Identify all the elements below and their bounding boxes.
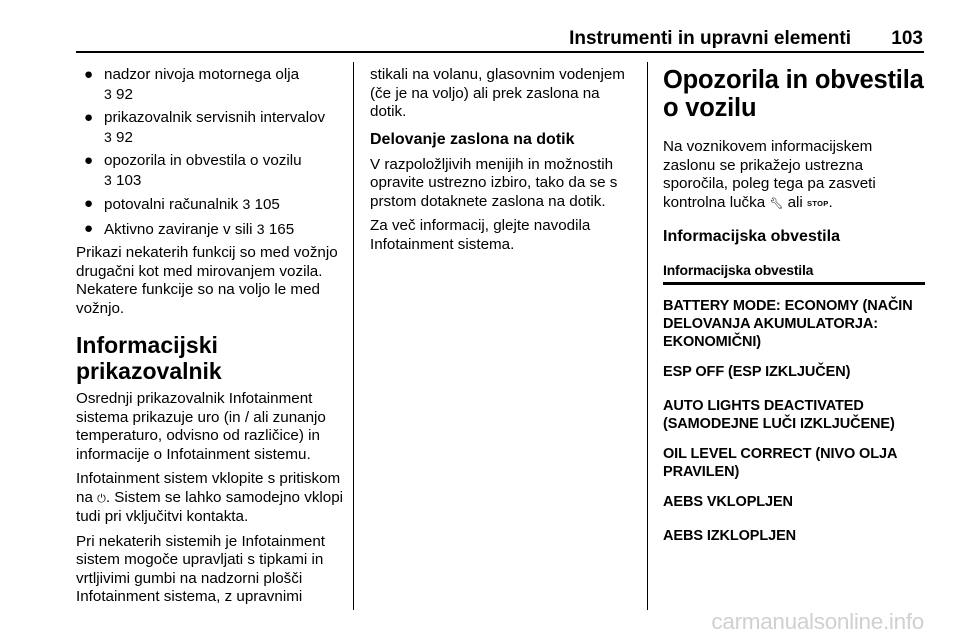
paragraph: Na voznikovem informacijskem zaslonu se prikažejo ustrezna sporočila, poleg tega pa zasveti kontrolna lučka 🔧︎ ali STOP. [663, 138, 925, 213]
bullet-icon: ● [84, 195, 94, 212]
paragraph: Za več informacij, glejte navodila Infotainment sistema. [370, 217, 591, 253]
feature-list [76, 66, 346, 239]
page-ref[interactable]: 92 [116, 85, 133, 103]
wrench-icon: 🔧︎ [769, 197, 784, 210]
list-item: ● nadzor nivoja motornega olja 3 92 [84, 66, 300, 103]
message-item: AEBS IZKLOPLJEN [663, 527, 797, 544]
section-heading: Delovanje zaslona na dotik [370, 130, 575, 148]
watermark: carmanualsonline.info [711, 609, 924, 634]
column-1 [76, 66, 346, 613]
message-item: AEBS VKLOPLJEN [663, 493, 793, 510]
list-item: ● opozorila in obvestila o vozilu 3 103 [84, 152, 302, 189]
page-ref[interactable]: 105 [254, 196, 280, 213]
paragraph: Prikazi nekaterih funkcij so med vožnjo drugačni kot med mirovanjem vozila. Nekatere funkcije so na voljo le med vožnjo. [76, 244, 338, 317]
list-item: ● potovalni računalnik 3 105 [84, 195, 280, 213]
section-heading: Opozorila in obvestila o vozilu [663, 66, 924, 122]
column-3 [663, 66, 925, 545]
bullet-icon: ● [84, 66, 94, 83]
message-item: OIL LEVEL CORRECT (NIVO OLJA PRAVILEN) [663, 445, 897, 480]
page-header [0, 28, 923, 50]
column-divider-2 [647, 62, 648, 610]
paragraph: Infotainment sistem vklopite s pritiskom na ⏻. Sistem se lahko samodejno vklopi tudi pri vključitvi kontakta. [76, 470, 344, 525]
header-title: Instrumenti in upravni elementi [569, 28, 851, 49]
column-divider-1 [353, 62, 354, 610]
bullet-icon: ● [84, 152, 94, 169]
stop-icon: STOP [807, 198, 829, 208]
page-ref[interactable]: 165 [268, 220, 295, 238]
message-item: AUTO LIGHTS DEACTIVATED (SAMODEJNE LUČI IZKLJUČENE) [663, 397, 895, 432]
message-item: ESP OFF (ESP IZKLJUČEN) [663, 363, 851, 380]
page-ref[interactable]: 103 [116, 171, 142, 189]
paragraph: Osrednji prikazovalnik Infotainment sistema prikazuje uro (in / ali zunanjo temperaturo, odvisno od različice) in informacije o Infotainment sistemu. [76, 390, 326, 463]
section-heading: Informacijska obvestila [663, 228, 840, 245]
page-ref-icon: 3 [104, 171, 112, 188]
paragraph: stikali na volanu, glasovnim vodenjem (če je na voljo) ali prek zaslona na dotik. [370, 66, 625, 120]
page-ref-icon: 3 [242, 196, 251, 212]
table-header: Informacijska obvestila [663, 261, 925, 285]
bullet-icon: ● [84, 219, 94, 237]
page-ref-icon: 3 [104, 128, 112, 145]
paragraph: V razpoložljivih menijih in možnostih opravite ustrezno izbiro, tako da se s prstom dotaknete zaslona na dotik. [370, 155, 618, 210]
header-rule [76, 51, 924, 53]
column-2 [370, 66, 638, 260]
page-number: 103 [891, 28, 923, 49]
list-item: ● prikazovalnik servisnih intervalov 3 92 [84, 109, 326, 146]
message-item: BATTERY MODE: ECONOMY (NAČIN DELOVANJA AKUMULATORJA: EKONOMIČNI) [663, 297, 913, 350]
page-ref-icon: 3 [256, 220, 265, 237]
bullet-icon: ● [84, 109, 94, 126]
page-ref[interactable]: 92 [116, 128, 133, 146]
list-item: ● Aktivno zaviranje v sili 3 165 [84, 219, 295, 238]
power-icon: ⏻ [97, 492, 106, 505]
page-ref-icon: 3 [104, 85, 112, 102]
paragraph: Pri nekaterih sistemih je Infotainment sistem mogoče upravljati s tipkami in vrtljivimi gumbi na nadzorni plošči Infotainment sistema, z upravnimi [76, 532, 326, 605]
section-heading: Informacijski prikazovalnik [76, 332, 222, 384]
